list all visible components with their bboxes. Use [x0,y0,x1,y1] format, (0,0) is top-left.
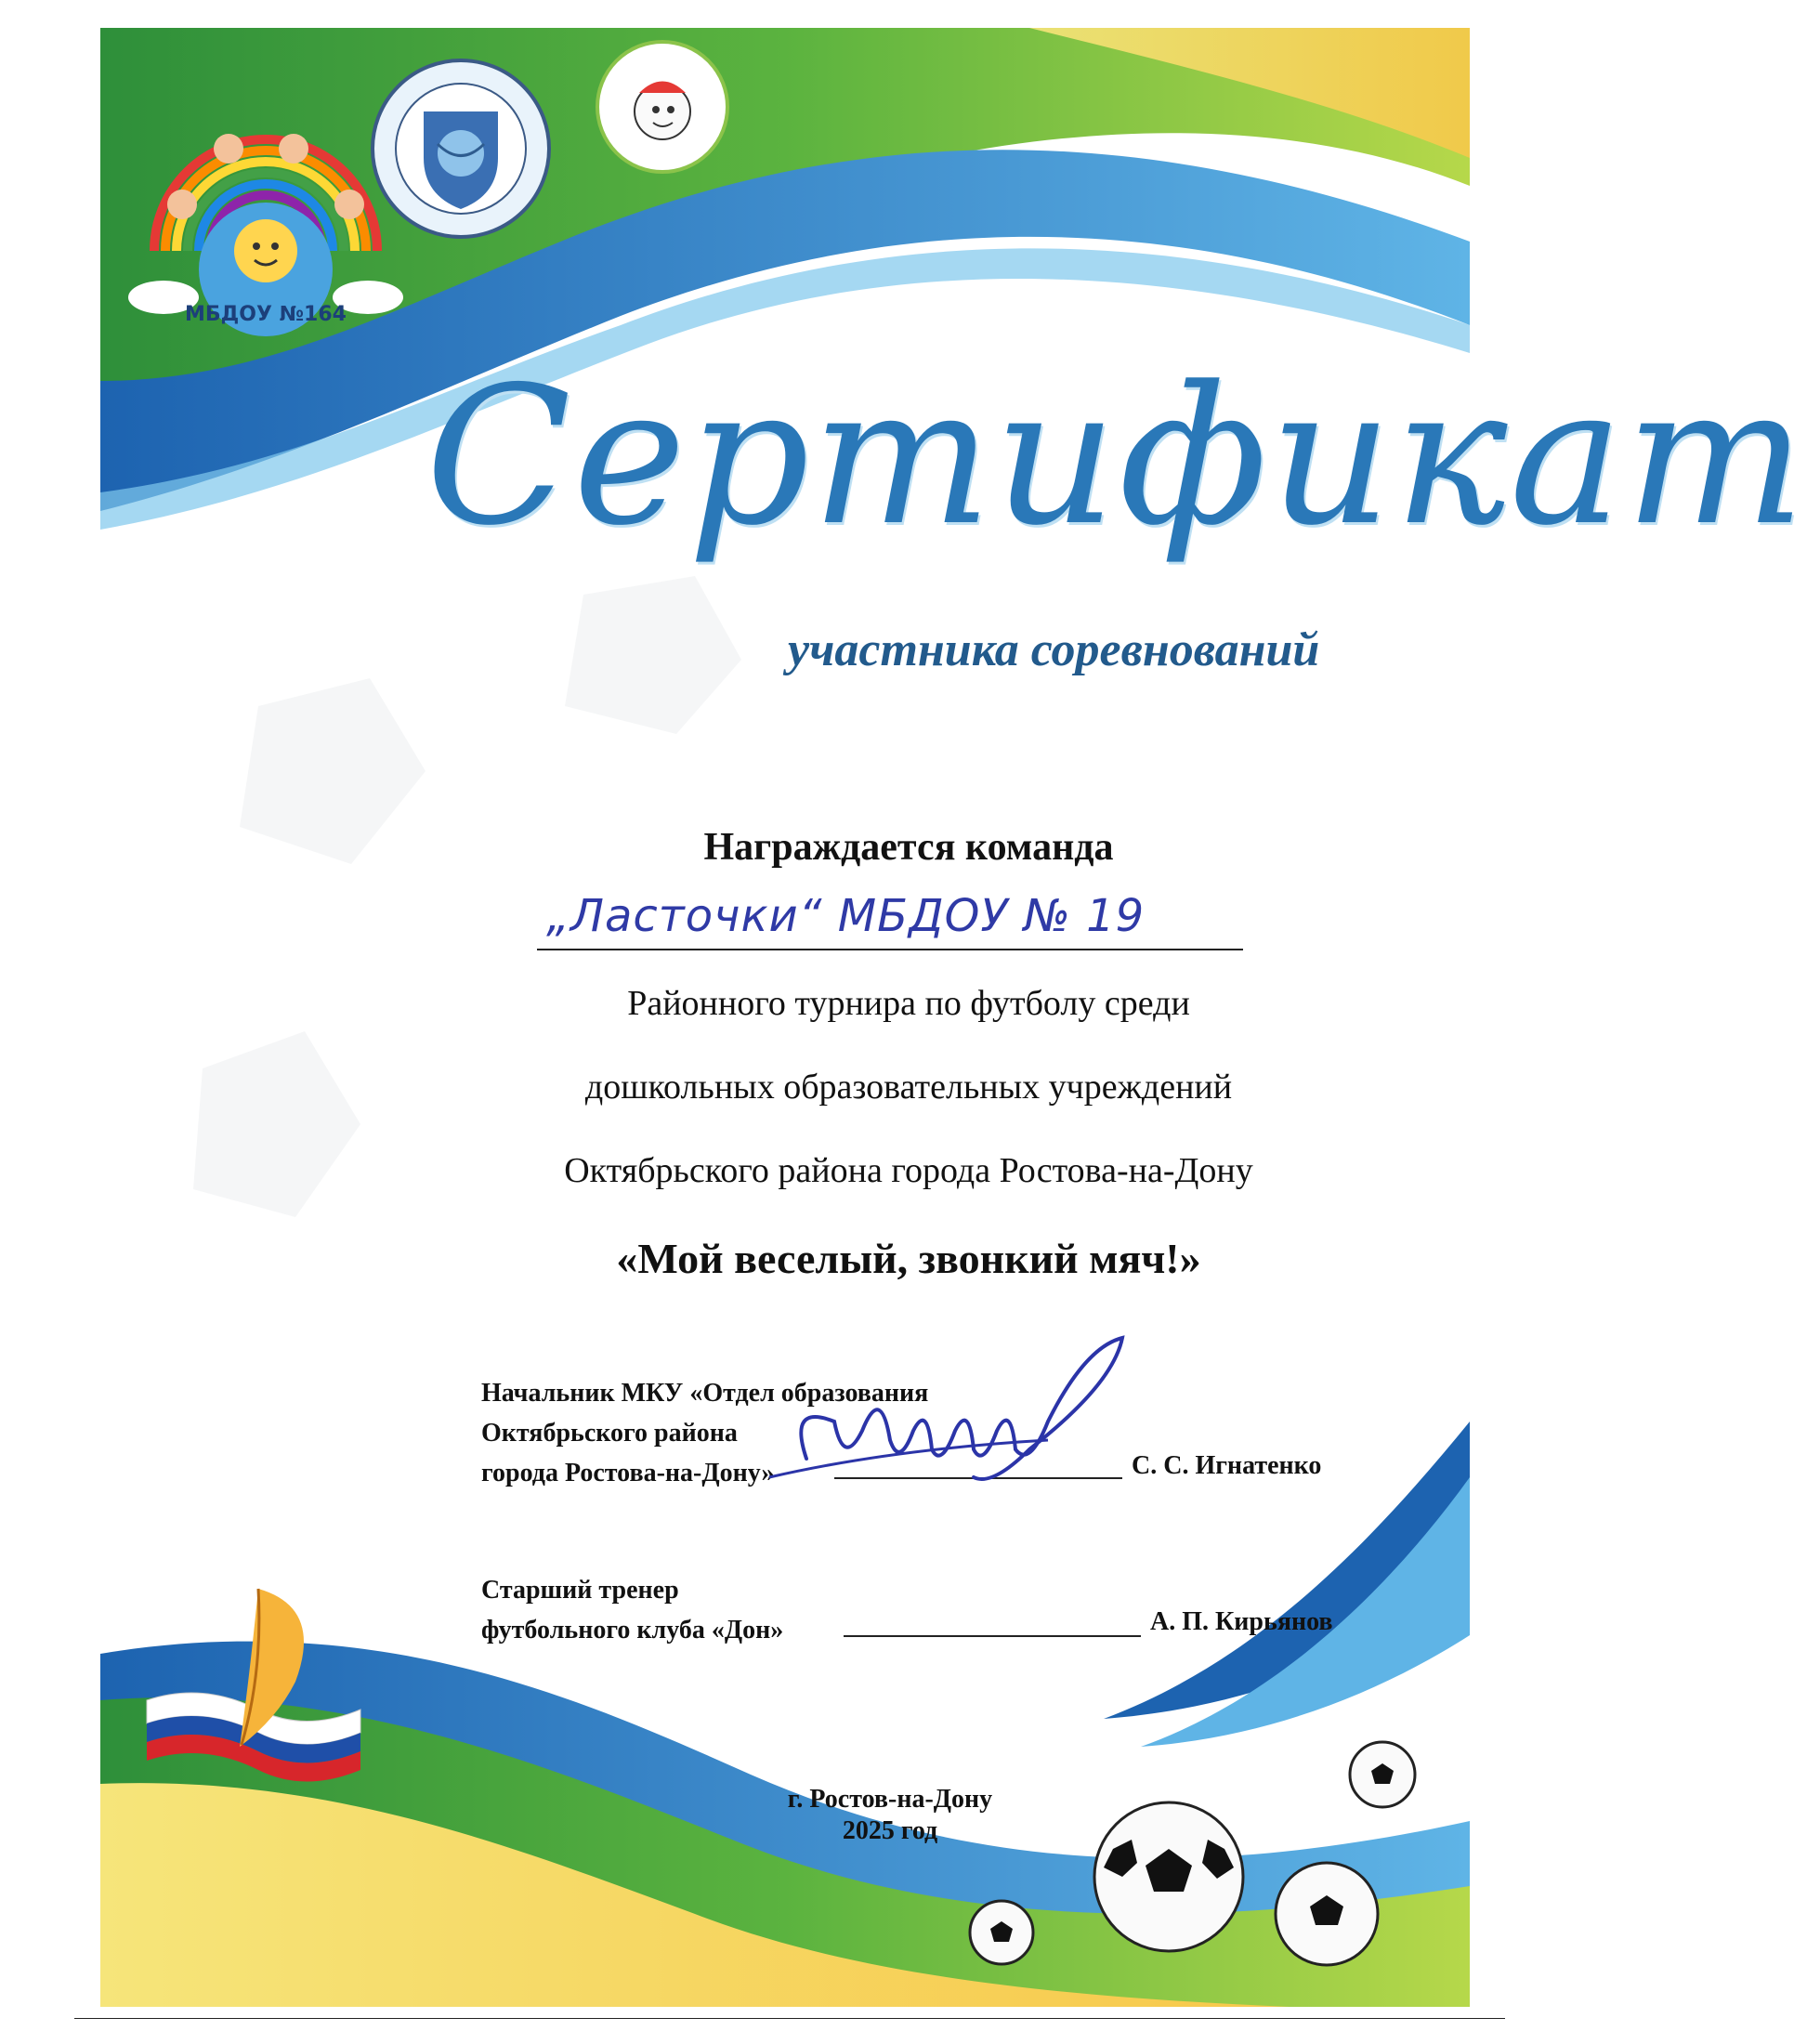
signatory-2-position-line: Старший тренер [481,1576,679,1605]
kindergarten-logo [126,111,405,344]
award-heading: Награждается команда [703,826,1114,869]
certificate-page [100,28,1807,2007]
team-name-handwritten: „Ласточки“ МБДОУ № 19 [546,890,1146,942]
event-line-1: Районного турнира по футболу среди [627,984,1190,1023]
footer-year: 2025 год [842,1816,938,1845]
signatory-2-signature-line [844,1635,1141,1637]
event-name: «Мой веселый, звонкий мяч!» [616,1235,1201,1282]
feather-flag-emblem [137,1570,370,1775]
signatory-1-signature [751,1329,1141,1514]
education-department-logo [368,56,554,242]
tournament-logo [593,37,732,177]
footer-city: г. Ростов-на-Дону [787,1785,993,1814]
scan-bottom-rule [74,2018,1505,2019]
signatory-1-position-line: города Ростова-на-Дону» [481,1459,775,1487]
signatory-2-position-line: футбольного клуба «Дон» [481,1616,784,1644]
event-line-3: Октябрьского района города Ростова-на-Дону [564,1151,1253,1190]
signatory-1-position-line: Начальник МКУ «Отдел образования [481,1379,929,1408]
signatory-2-name: А. П. Кирьянов [1150,1607,1333,1636]
signatory-2-position [481,1570,783,1650]
kindergarten-logo-text: МБДОУ №164 [185,303,347,326]
certificate-subtitle: участника соревнований [788,623,1320,676]
signatory-1-name: С. С. Игнатенко [1132,1451,1322,1480]
footer [658,1784,1122,1847]
certificate-title: Сертификат [426,347,1807,568]
event-line-2: дошкольных образовательных учреждений [584,1068,1233,1107]
signatory-1-position-line: Октябрьского района [481,1419,738,1448]
